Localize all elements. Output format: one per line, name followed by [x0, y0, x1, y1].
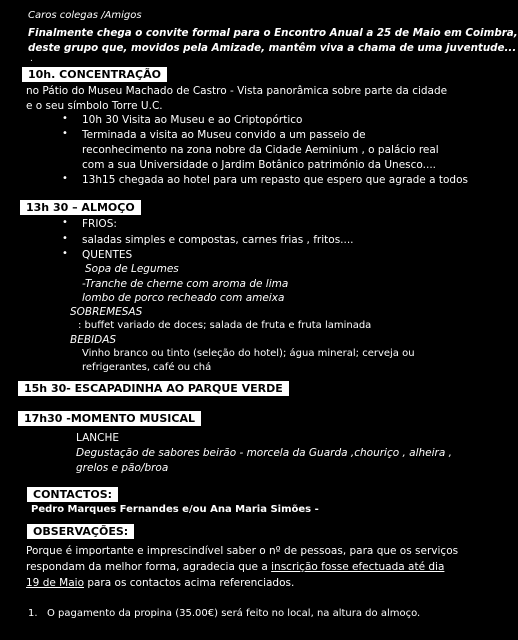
contactos-names: Pedro Marques Fernandes e/ou Ana Maria Simões -	[31, 504, 319, 515]
quentes-label: QUENTES	[82, 249, 133, 261]
obs-line-3	[26, 577, 294, 589]
section-parque-verde-title: 15h 30- ESCAPADINHA AO PARQUE VERDE	[18, 381, 289, 396]
bullet-icon: •	[62, 113, 68, 124]
obs-line-2-text: respondam da melhor forma, agradecia que a	[26, 561, 272, 573]
sopa-line: Sopa de Legumes	[85, 263, 179, 275]
inscricao-underlined: inscrição fosse efectuada até dia	[271, 561, 445, 573]
section-almoco-title: 13h 30 – ALMOÇO	[20, 200, 141, 215]
intro-dot: .	[30, 54, 33, 64]
bullet-icon: •	[62, 173, 68, 184]
saladas-line: saladas simples e compostas, carnes frias , fritos....	[82, 234, 354, 246]
greeting: Caros colegas /Amigos	[28, 10, 142, 21]
bullet-icon: •	[62, 233, 68, 244]
pagamento-line: O pagamento da propina (35.00€) será feito no local, na altura do almoço.	[47, 608, 421, 619]
bullet-icon: •	[62, 217, 68, 228]
deadline-date: 19 de Maio	[26, 577, 84, 589]
frios-label: FRIOS:	[82, 218, 117, 230]
vinho-line-1: Vinho branco ou tinto (seleção do hotel); água mineral; cerveja ou	[82, 348, 415, 359]
intro-line-1: Finalmente chega o convite formal para o Encontro Anual a 25 de Maio em Coimbra,	[28, 27, 518, 39]
concentracao-line-2: e o seu símbolo Torre U.C.	[26, 100, 163, 112]
obs-line-3-text: para os contactos acima referenciados.	[84, 577, 295, 589]
concentracao-line-1: no Pátio do Museu Machado de Castro - Vista panorâmica sobre parte da cidade	[26, 85, 448, 97]
lanche-label: LANCHE	[76, 432, 119, 444]
visita-museu: 10h 30 Visita ao Museu e ao Criptopórtico	[82, 114, 303, 126]
bebidas-label: BEBIDAS	[70, 334, 117, 346]
lanche-desc-1: Degustação de sabores beirão - morcela da Guarda ,chouriço , alheira ,	[76, 447, 452, 459]
vinho-line-2: refrigerantes, café ou chá	[82, 362, 212, 373]
intro-line-2: deste grupo que, movidos pela Amizade, mantêm viva a chama de uma juventude...	[28, 42, 517, 54]
tranche-line: -Tranche de cherne com aroma de lima	[82, 278, 289, 290]
passeio-line-3: com a sua Universidade o Jardim Botânico património da Unesco....	[82, 159, 436, 171]
buffet-line: : buffet variado de doces; salada de fruta e fruta laminada	[78, 320, 372, 331]
section-momento-musical-title: 17h30 -MOMENTO MUSICAL	[18, 411, 201, 426]
lanche-desc-2: grelos e pão/broa	[76, 462, 169, 474]
bullet-icon: •	[62, 248, 68, 259]
chegada-hotel: 13h15 chegada ao hotel para um repasto que espero que agrade a todos	[82, 174, 468, 186]
section-concentracao-title: 10h. CONCENTRAÇÃO	[22, 67, 167, 82]
section-contactos-title: CONTACTOS:	[27, 487, 118, 502]
item-number: 1.	[28, 608, 38, 619]
obs-line-2	[26, 561, 444, 573]
obs-line-1: Porque é importante e imprescindível saber o nº de pessoas, para que os serviços	[26, 545, 459, 557]
bullet-icon: •	[62, 128, 68, 139]
lombo-line: lombo de porco recheado com ameixa	[82, 292, 285, 304]
sobremesas-label: SOBREMESAS	[70, 306, 143, 318]
passeio-line-1: Terminada a visita ao Museu convido a um passeio de	[82, 129, 366, 141]
passeio-line-2: reconhecimento na zona nobre da Cidade Aeminium , o palácio real	[82, 144, 439, 156]
section-observacoes-title: OBSERVAÇÕES:	[27, 524, 134, 539]
